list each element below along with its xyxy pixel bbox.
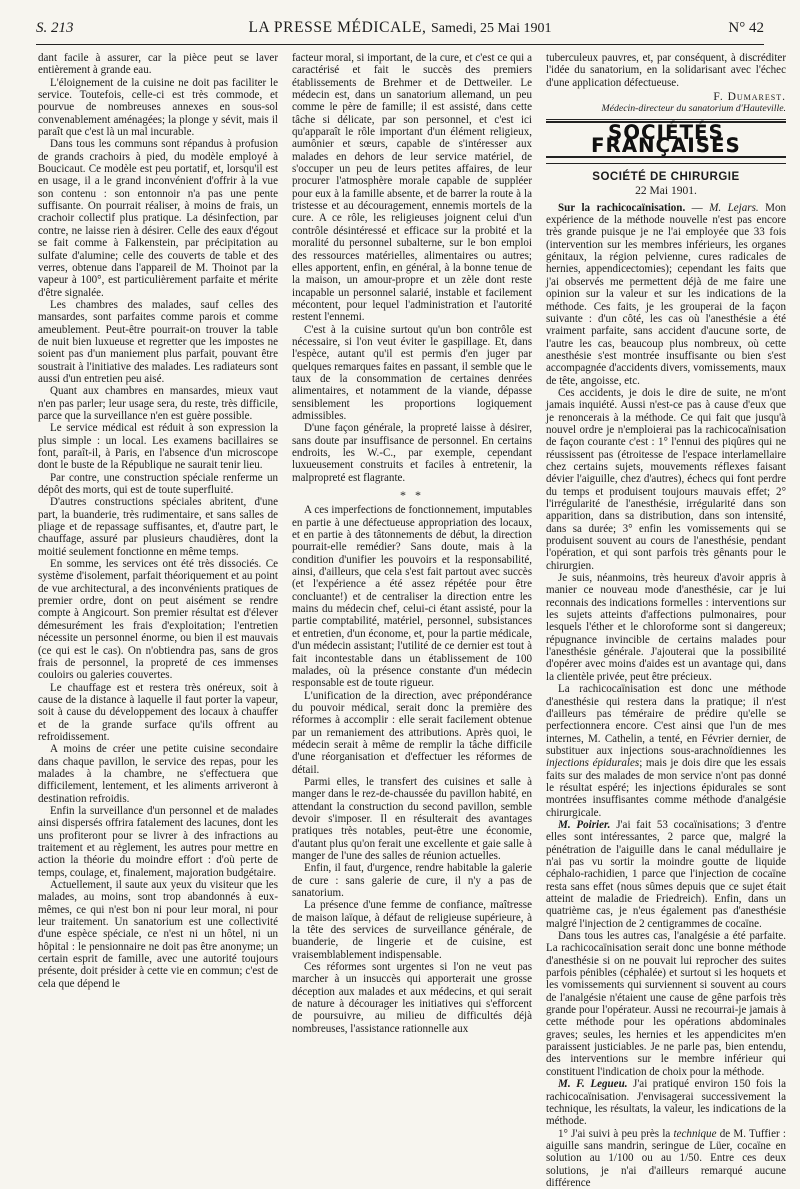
italic-term: injections épidurales (546, 757, 640, 770)
paragraph: D'autres constructions spéciales abritent, d'une part, la buanderie, très rudimentaire, et sans salles de pliage et de repassage suffisantes, et, d'autre part, le chauffage, assuré par plusieurs chaudières, dont la moitié seulement fonctionne en même temps. (38, 496, 278, 558)
section-separator: * * (400, 488, 424, 503)
paragraph: Dans tous les autres cas, l'analgésie a été parfaite. La rachicocaïnisation serait donc une bonne méthode d'anesthésie si on ne pouvait lui reprocher des suites parfois pénibles (céphalée) et surtout si les hoquets et les vomissements qui surviennent si souvent au cours de l'analgésie n'étaient une cause de gêne parfois très grande pour l'opérateur. Aussi ne recourrai-je jamais à cette méthode pour les opérations abdominales graves; seules, les hernies et les appendicites m'en paraissent justiciables. Je ne parle pas, bien entendu, des interventions sur le membre inférieur qui constituent l'indication de choix pour la méthode. (546, 930, 786, 1078)
paragraph: La présence d'une femme de confiance, maîtresse de maison laïque, à défaut de religieuse supérieure, à la tête des services de surveillance générale, de buanderie, de lingerie et de cuisine, est vraisemblablement indispensable. (292, 899, 532, 961)
page-number: S. 213 (36, 20, 74, 36)
paragraph-text: de M. Tuffier : aiguille sans mandrin, seringue de Lüer, cocaïne en solution au 1/100 ou au 1/50. Entre ces deux solutions, je n'ai d'ailleurs remarqué aucune différence (546, 1127, 786, 1189)
society-title: SOCIÉTÉ DE CHIRURGIE (592, 171, 740, 184)
issue-number: N° 42 (728, 20, 764, 36)
divider (546, 163, 786, 164)
paragraph: Enfin la surveillance d'un personnel et de malades ainsi dispersés offrira fatalement des lacunes, dont les uns profiteront pour se livrer à des infractions au traitement et au règlement, les autres pour mettre en action la théorie du moindre effort : d'où perte de temps, coulage, et, finalement, majoration budgétaire. (38, 804, 278, 879)
paragraph (546, 819, 786, 930)
paragraph-text: J'ai fait 53 cocaïnisations; 3 d'entre elles sont intéressantes, 2 parce que, malgré la pénétration de l'aiguille dans le canal médullaire je n'ai pas vu sortir la moindre goutte de liquide céphalo-rachidien, 1 parce que l'injection de cocaïne resta sans effet (nous sûmes depuis que ce sujet était atteint de maladie de Friedreich). Enfin, dans un quatrième cas, je n'eus également pas d'anesthésie malgré l'injection de 2 centigrammes de cocaïne. (546, 818, 786, 930)
speaker-name: M. F. Legueu. (558, 1078, 628, 1091)
paragraph: Sur la rachicocaïnisation. — M. Lejars. Mon expérience de la méthode nouvelle n'est pas encore très grande puisque je ne l'ai employée que 33 fois (intervention sur les membres inférieurs, les organes génitaux, la région pelvienne, cures radicales de hernies, appendicectomies); cependant les faits que j'ai observés me permettent déjà de me faire une opinion sur la valeur et sur les indications de la méthode. Ces faits, je les grouperai de la façon suivante : d'un côté, les cas où l'anesthésie a été vraiment parfaite, sans accident d'aucune sorte, de l'autre les cas, beaucoup plus nombreux, où cette anesthésie s'est montrée insuffisante ou bien s'est accompagnée d'accidents divers, vomissements, maux de tête, angoisse, etc. (546, 201, 786, 387)
column-1 (38, 52, 278, 1114)
article-signature (546, 91, 786, 114)
column-3 (546, 52, 786, 1189)
paragraph: Ces accidents, je dois le dire de suite, ne m'ont jamais inquiété. Aussi n'est-ce pas à cause d'eux que je renoncerais à la méthode. Ce qui fait que jusqu'à nouvel ordre je n'emploierai pas la rachicocaïnisation de façon courante c'est : 1° l'ennui des piqûres qui ne réussissent pas (étroitesse de l'espace interlamellaire chez certains sujets, mouvements réflexes faisant dévier l'aiguille, chez d'autres), échecs qui font perdre du temps et produisent toujours mauvais effet; 2° l'irrégularité de l'anesthésie, irrégularité dans son apparition, dans sa distribution, dans son intensité, dans sa durée; 3° enfin les vomissements qui se produisent souvent au cours de l'anesthésie, pendant l'opération, et qui sont parfois très gênants pour le chirurgien. (546, 386, 786, 572)
paragraph: Ces réformes sont urgentes si l'on ne veut pas marcher à un insuccès qui apporterait une grosse déception aux malades et aux médecins, et qui serait de nature à décourager les initiatives qui s'efforcent de poursuivre, au milieu de difficultés déjà nombreuses, l'assistance rationnelle aux (292, 961, 532, 1035)
paragraph: Les chambres des malades, sauf celles des mansardes, sont parfaites comme parois et comme ameublement. Peut-être pourrait-on trouver la table de nuit bien luxueuse et regretter que les impostes ne soient pas d'un maniement plus parfait, pouvant être soustrait à l'initiative des malades. Les radiateurs sont aussi d'un entretien peu aisé. (38, 298, 278, 385)
paragraph-text: La rachicocaïnisation est donc une méthode d'anesthésie qui restera dans la pratique; il n'est d'ailleurs pas téméraire de prédire qu'elle se perfectionnera encore. C'est ainsi que l'un de mes internes, M. Cathelin, a tenté, en Février dernier, de substituer aux injections sous-arachnoïdiennes les (546, 683, 786, 757)
journal-title (36, 19, 764, 37)
issue-date: Samedi, 25 Mai 1901 (430, 21, 552, 36)
paragraph-text: J'ai pratiqué environ 150 fois la rachicocaïnisation. J'envisagerai successivement la technique, les résultats, la valeur, les indications de la méthode. (546, 1078, 786, 1128)
paragraph (546, 1078, 786, 1127)
journal-name: LA PRESSE MÉDICALE, (248, 19, 427, 36)
paragraph: C'est à la cuisine surtout qu'un bon contrôle est nécessaire, si l'on veut éviter le gaspillage. Et, dans l'espèce, autant qu'il est permis d'en juger par quelques remarques faites en passant, il semble que le taux de la consommation de certaines denrées alimentaires, et notamment de la viande, dépasse sensiblement les proportions logiquement admissibles. (292, 323, 532, 422)
paragraph: A ces imperfections de fonctionnement, imputables en partie à une défectueuse appropriation des locaux, et en partie à des tâtonnements de début, la direction pourrait-elle remédier? Sans doute, mais à la condition d'unifier les pouvoirs et la responsabilité, ainsi, d'ailleurs, que cela s'est fait partout avec succès (et l'expérience a été assez répétée pour être concluante!) et de centraliser la direction entre les mains du médecin chef, celui-ci étant assisté, pour la partie comptabilité, matériel, personnel, subsistances et entretien, d'un économe, et, pour la partie médicale, d'un médecin assistant; l'utilité de ce dernier est tout à fait incontestable dans un établissement de 100 malades, où la présence constante d'un médecin responsable est de toute rigueur. (292, 504, 532, 690)
paragraph: dant facile à assurer, car la pièce peut se laver entièrement à grande eau. (38, 52, 278, 77)
paragraph (546, 683, 786, 819)
author-role: Médecin-directeur du sanatorium d'Hauteville. (601, 103, 786, 115)
paragraph: L'unification de la direction, avec prépondérance du pouvoir médical, serait donc la première des réformes à accomplir : elle serait facilement obtenue par un remaniement des attributions. Après quoi, le médecin serait à même de remplir la tâche difficile d'une réorganisation et d'effectuer les réformes de détail. (292, 689, 532, 776)
author-name: F. Dumarest. (713, 91, 786, 104)
paragraph: Quant aux chambres en mansardes, mieux vaut n'en pas parler; leur usage sera, du reste, très difficile, parce que la surveillance n'en est guère possible. (38, 385, 278, 422)
column-2 (292, 52, 532, 1114)
paragraph: En somme, les services ont été très dissociés. Ce système d'isolement, parfait théoriquement et au point de vue architectural, a des inconvénients pratiques de premier ordre, dont on peut aisément se rendre compte à Angicourt. Son premier résultat est d'élever démesurément les frais d'exploitation; l'entretien nécessite un personnel énorme, ou bien il est mauvais (ce qui est le cas). On n'obtiendra pas, sans de gros frais de personnel, la propreté de ces immenses couloirs ou galeries couvertes. (38, 558, 278, 682)
paragraph: Le service médical est réduit à son expression la plus simple : un local. Les examens bacillaires se font, paraît-il, à Paris, en l'absence d'un microscope dont le buste de la République ne saurait tenir lieu. (38, 422, 278, 472)
session-date: 22 Mai 1901. (635, 185, 697, 198)
topic-heading: Sur la rachicocaïnisation. (558, 201, 686, 214)
divider (546, 119, 786, 120)
paragraph: Je suis, néanmoins, très heureux d'avoir appris à manier ce nouveau mode d'anesthésie, car je lui reconnais des indications formelles : interventions sur les sujets atteints d'affections pulmonaires, pour lesquels l'éther et le chloroforme sont si dangereux; répugnance invincible de certains malades pour l'anesthésie générale. J'ajouterai que la possibilité d'opérer avec moins d'aides est un avantage qui, dans la clientèle privée, peut être précieux. (546, 572, 786, 683)
paragraph: Par contre, une construction spéciale renferme un dépôt des morts, qui est de toute superfluité. (38, 471, 278, 497)
paragraph-text: ; mais je dois dire que les essais faits sur des malades de mon service n'ont pas donné le résultat espéré; les injections épidurales se sont montrées insuffisantes comme méthode d'analgésie chirurgicale. (546, 757, 786, 819)
paragraph: D'une façon générale, la propreté laisse à désirer, sans doute par insuffisance de personnel. En certains endroits, les W.-C., par exemple, cependant luxueusement construits et faciles à entretenir, la malpropreté est flagrante. (292, 422, 532, 484)
paragraph: Actuellement, il saute aux yeux du visiteur que les malades, au moins, sont trop abandonnés à eux-mêmes, ce qui n'est bon ni pour leur moral, ni pour leur traitement. Un sanatorium est une collectivité d'une espèce spéciale, ce n'est ni un hôtel, ni un hôpital : le pensionnaire ne doit pas être anonyme; un certain esprit de famille, avec une autorité toujours présente, doit présider à cette vie en commun; c'est de cela que dépend le (38, 879, 278, 990)
page-header (36, 18, 764, 45)
paragraph: Enfin, il faut, d'urgence, rendre habitable la galerie de cure : sans galerie de cure, il n'y a pas de sanatorium. (292, 862, 532, 900)
paragraph: facteur moral, si important, de la cure, et c'est ce qui a caractérisé et fait le succès des premiers établissements de Brehmer et de Dettweiler. Le médecin est, dans un sanatorium allemand, un peu comme le père de famille; il est assisté, dans cette tâche si délicate, par son personnel, et c'est ici qu'apparaît le rôle important d'un élément religieux, aumônier et sœurs, capable de s'intéresser aux malades en dehors de leur service matériel, de s'occuper un peu de leurs petites affaires, de leur procurer l'atmosphère morale capable de suppléer pour eux à la famille absente, et de barrer la route à la tristesse et au découragement, ennemis mortels de la cure. A ce rôle, les religieuses joignent celui d'un contrôle désintéressé et efficace sur la probité et la moralité du personnel subalterne, sur le bon emploi des ressources matérielles, alimentaires ou autres; elles apportent, enfin, en général, à la bonne tenue de la maison, un amour-propre et un zèle dont reste incapable un personnel salarié, instable et facilement mécontent, pour lequel l'administration et l'autorité restent l'ennemi. (292, 52, 532, 324)
paragraph-text: 1° J'ai suivi à peu près la (558, 1127, 674, 1140)
paragraph: Le chauffage est et restera très onéreux, soit à cause de la distance à laquelle il faut porter la vapeur, soit à cause du développement des locaux à chauffer et de la grande surface qu'ils offrent au refroidissement. (38, 681, 278, 743)
section-rubric: SOCIÉTÉS FRANÇAISES (591, 121, 741, 157)
paragraph: tuberculeux pauvres, et, par conséquent, à discréditer l'idée du sanatorium, en la solidarisant avec l'échec d'une application défectueuse. (546, 52, 786, 89)
paragraph: L'éloignement de la cuisine ne doit pas faciliter le service. Toutefois, celle-ci est très commode, et pourvue de nombreuses annexes en sous-sol convenablement aménagées; la plonge y sévit, mais il paraît que c'est là un mal incurable. (38, 76, 278, 139)
italic-term: technique (673, 1127, 717, 1140)
paragraph: Dans tous les communs sont répandus à profusion de grands crachoirs à pied, du modèle employé à Boucicaut. Ce modèle est peu portatif, et, lorsqu'il est en usage, il a le grand inconvénient d'offrir à la vue son contenu : son entonnoir n'a pas une pente suffisante. On pourrait réaliser, à moins de frais, un crachoir collectif plus pratique. La désinfection, par contre, ne laisse rien à désirer. Celle des eaux d'égout se fait comme à Falkenstein, par précipitation au sulfate d'alumine; celle des couverts de table et des verres, obtenue dans l'appareil de M. Thoinot par la vapeur à 100°, est particulièrement parfaite et mérite d'être signalée. (38, 138, 278, 299)
paragraph: A moins de créer une petite cuisine secondaire dans chaque pavillon, le service des repas, pour les malades à la chambre, ne s'effectuera que difficilement, lentement, et les aliments arriveront à destination refroidis. (38, 743, 278, 805)
speaker-name: M. Lejars. (709, 201, 759, 214)
paragraph-text: Mon expérience de la méthode nouvelle n'est pas encore très grande puisque je ne l'ai employée que 33 fois (intervention sur les membres inférieurs, les organes génitaux, la région pelvienne, cures radicales de hernies, appendicectomies); cependant les faits que j'ai observés me permettent déjà de me faire une opinion sur la valeur et sur les indications de la méthode. Ces faits, je les grouperai de la façon suivante : d'un côté, les cas où l'anesthésie a été vraiment parfaite, sans accident d'aucune sorte, de l'autre les cas, beaucoup plus nombreux, où cette anesthésie s'est montrée insuffisante ou bien s'est accompagnée d'accidents divers, vomissements, maux de tête, angoisse, etc. (546, 201, 786, 387)
paragraph (546, 1128, 786, 1189)
speaker-name: M. Poirier. (558, 818, 611, 831)
paragraph: Parmi elles, le transfert des cuisines et salle à manger dans le rez-de-chaussée du pavillon habité, en attendant la construction du second pavillon, semble devoir s'imposer. Il en résulterait des avantages pratiques très notables, peut-être une économie, d'autant plus qu'on ferait une excellente et gaie salle à manger de l'une des salles de réunion actuelles. (292, 775, 532, 862)
